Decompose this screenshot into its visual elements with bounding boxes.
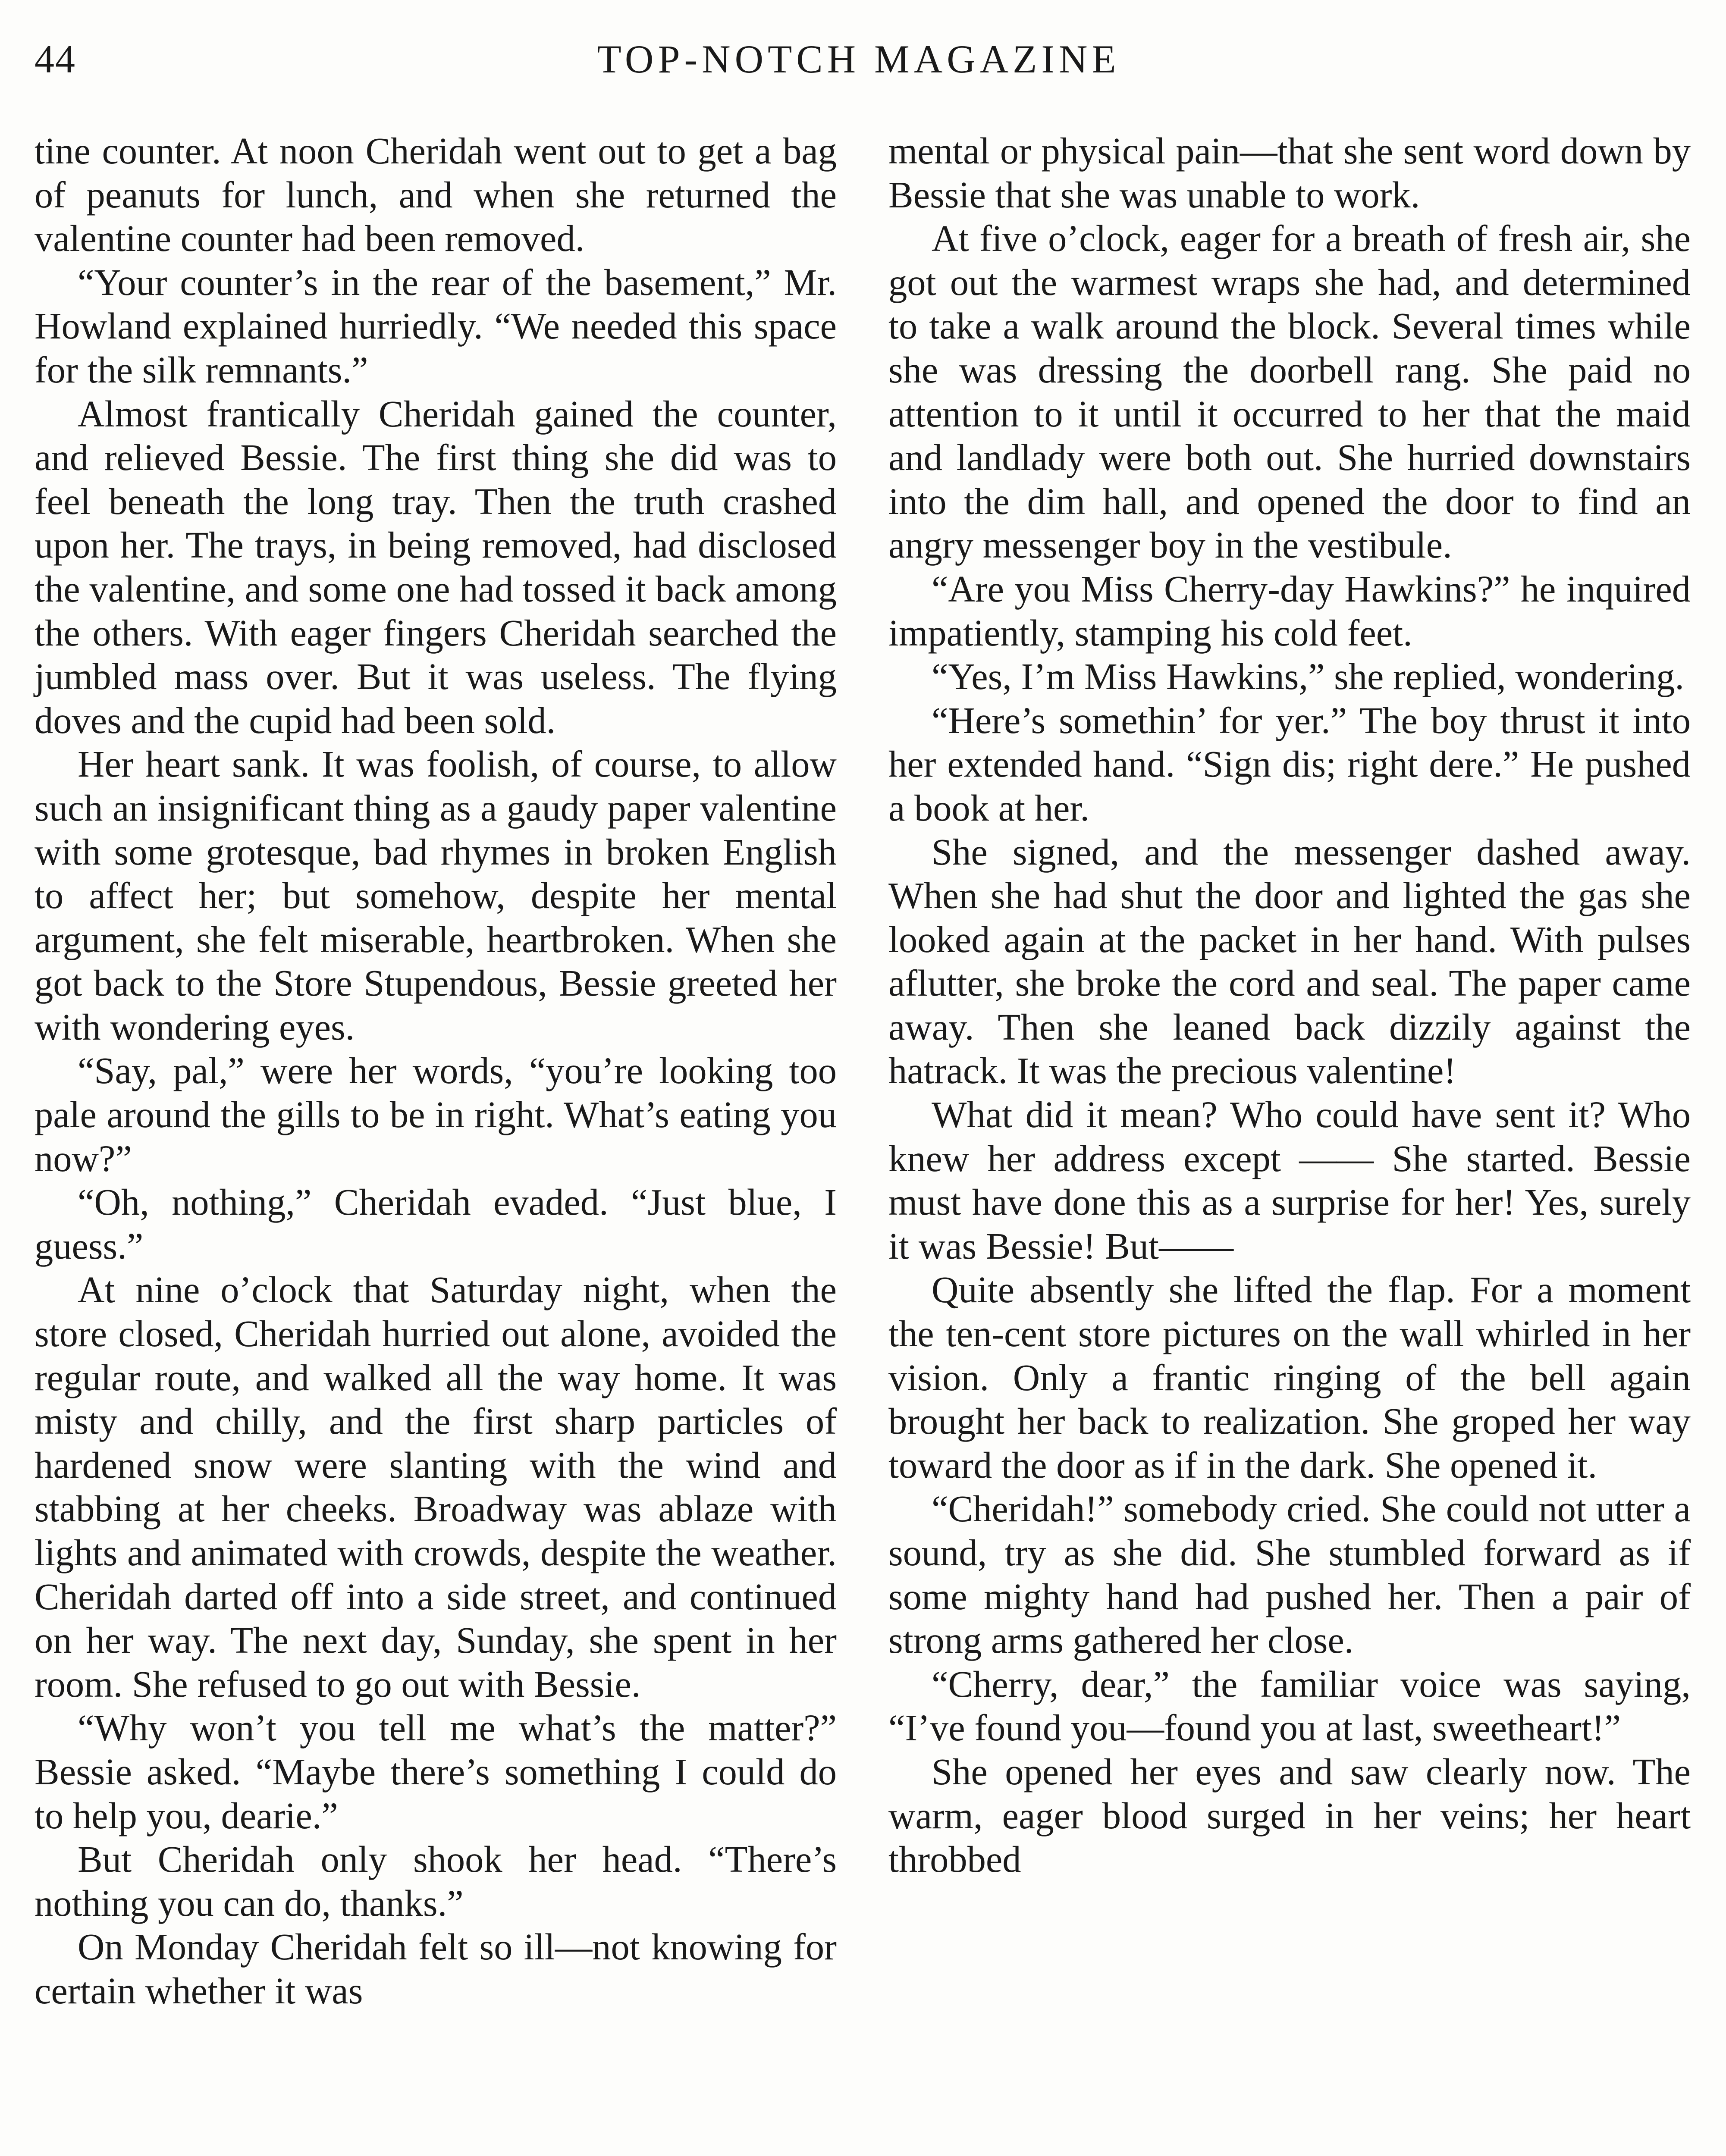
paragraph: At nine o’clock that Saturday night, when the store closed, Cheridah hurried out alone, avoided the regular route, and walked all the way home. It was misty and chilly, and the first sharp particles of hardened snow were slanting with the wind and stabbing at her cheeks. Broadway was ablaze with lights and animated with crowds, despite the weather. Cheridah darted off into a side street, and continued on her way. The next day, Sunday, she spent in her room. She refused to go out with Bessie.	[35, 1269, 837, 1705]
left-column	[35, 129, 837, 2013]
paragraph: She opened her eyes and saw clearly now. The warm, eager blood surged in her veins; her heart throbbed	[888, 1751, 1691, 1880]
paragraph: “Your counter’s in the rear of the basement,” Mr. Howland explained hurriedly. “We needed this space for the silk remnants.”	[35, 261, 837, 391]
paragraph: Her heart sank. It was foolish, of course, to allow such an insignificant thing as a gaudy paper valentine with some grotesque, bad rhymes in broken English to affect her; but somehow, despite her mental argument, she felt miserable, heartbroken. When she got back to the Store Stupendous, Bessie greeted her with wondering eyes.	[35, 743, 837, 1048]
paragraph: “Why won’t you tell me what’s the matter?” Bessie asked. “Maybe there’s something I could do to help you, dearie.”	[35, 1707, 837, 1836]
paragraph: tine counter. At noon Cheridah went out to get a bag of peanuts for lunch, and when she returned the valentine counter had been removed.	[35, 130, 837, 260]
paragraph: mental or physical pain—that she sent word down by Bessie that she was unable to work.	[888, 130, 1691, 216]
paragraph: “Are you Miss Cherry-day Hawkins?” he inquired impatiently, stamping his cold feet.	[888, 568, 1691, 654]
magazine-title: TOP-NOTCH MAGAZINE	[597, 37, 1120, 81]
paragraph: “Yes, I’m Miss Hawkins,” she replied, wondering.	[932, 656, 1684, 698]
page-header	[35, 36, 1683, 97]
paragraph: “Say, pal,” were her words, “you’re looking too pale around the gills to be in right. What’s eating you now?”	[35, 1050, 837, 1179]
paragraph: At five o’clock, eager for a breath of fresh air, she got out the warmest wraps she had, and determined to take a walk around the block. Several times while she was dressing the doorbell rang. She paid no attention to it until it occurred to her that the maid and landlady were both out. She hurried downstairs into the dim hall, and opened the door to find an angry messenger boy in the vestibule.	[888, 218, 1691, 566]
right-column	[888, 129, 1691, 1882]
paragraph: But Cheridah only shook her head. “There’s nothing you can do, thanks.”	[35, 1839, 837, 1924]
paragraph: On Monday Cheridah felt so ill—not knowing for certain whether it was	[35, 1926, 837, 2012]
paragraph: “Oh, nothing,” Cheridah evaded. “Just blue, I guess.”	[35, 1181, 837, 1267]
paragraph: Almost frantically Cheridah gained the counter, and relieved Bessie. The first thing she did was to feel beneath the long tray. Then the truth crashed upon her. The trays, in being removed, had disclosed the valentine, and some one had tossed it back among the others. With eager fingers Cheridah searched the jumbled mass over. But it was useless. The flying doves and the cupid had been sold.	[35, 393, 837, 741]
paragraph: What did it mean? Who could have sent it? Who knew her address except —— She started. Bessie must have done this as a surprise for her! Yes, surely it was Bessie! But——	[888, 1094, 1691, 1267]
paragraph: “Here’s somethin’ for yer.” The boy thrust it into her extended hand. “Sign dis; right dere.” He pushed a book at her.	[888, 699, 1691, 829]
paragraph: Quite absently she lifted the flap. For a moment the ten-cent store pictures on the wall whirled in her vision. Only a frantic ringing of the bell again brought her back to realization. She groped her way toward the door as if in the dark. She opened it.	[888, 1269, 1691, 1486]
paragraph: “Cheridah!” somebody cried. She could not utter a sound, try as she did. She stumbled forward as if some mighty hand had pushed her. Then a pair of strong arms gathered her close.	[888, 1488, 1691, 1661]
paragraph: She signed, and the messenger dashed away. When she had shut the door and lighted the gas she looked again at the packet in her hand. With pulses aflutter, she broke the cord and seal. The paper came away. Then she leaned back dizzily against the hatrack. It was the precious valentine!	[888, 831, 1691, 1092]
page-number: 44	[35, 37, 76, 81]
paragraph: “Cherry, dear,” the familiar voice was saying, “I’ve found you—found you at last, sweetheart!”	[888, 1663, 1691, 1749]
